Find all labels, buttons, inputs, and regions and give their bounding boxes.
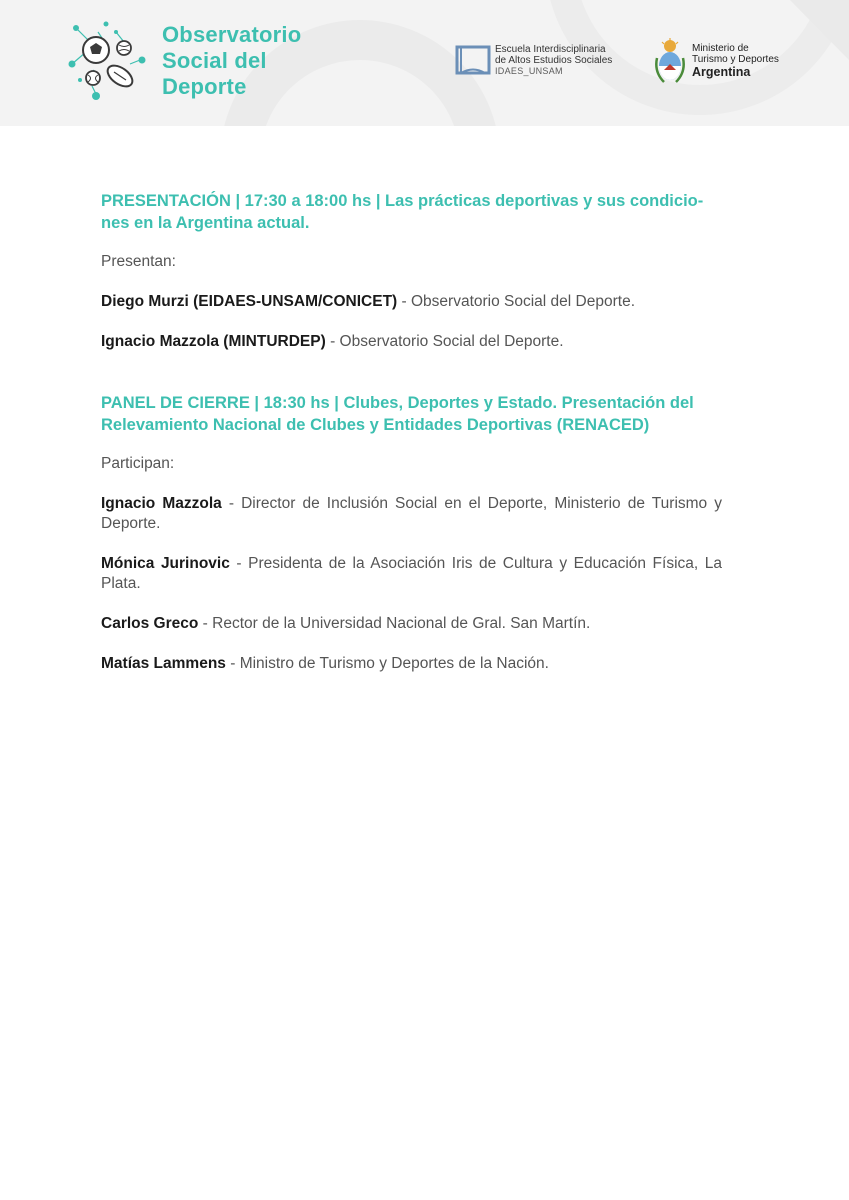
observatorio-logo-text bbox=[162, 22, 301, 100]
argentina-coat-of-arms-icon bbox=[654, 38, 686, 84]
sports-observatory-logo-icon bbox=[66, 20, 150, 102]
speaker-entry bbox=[101, 554, 722, 594]
section-label: Participan: bbox=[101, 455, 175, 472]
heading-line: PANEL DE CIERRE | 18:30 hs | Clubes, Deportes y Estado. Presentación del bbox=[101, 394, 694, 412]
book-icon bbox=[454, 44, 492, 76]
speaker-entry bbox=[101, 614, 722, 634]
ministerio-line: Ministerio de bbox=[692, 43, 749, 54]
speaker-name: Diego Murzi (EIDAES-UNSAM/CONICET) bbox=[101, 293, 398, 310]
heading-line: PRESENTACIÓN | 17:30 a 18:00 hs | Las prácticas deportivas y sus condicio- bbox=[101, 192, 704, 210]
page-header bbox=[0, 0, 849, 126]
speaker-name: Ignacio Mazzola bbox=[101, 495, 222, 512]
idaes-line: IDAES_UNSAM bbox=[495, 66, 563, 76]
ministerio-text bbox=[692, 43, 842, 79]
speaker-entry bbox=[101, 292, 722, 312]
speaker-description: - Observatorio Social del Deporte. bbox=[325, 333, 564, 350]
section-heading bbox=[101, 190, 722, 234]
idaes-line: de Altos Estudios Sociales bbox=[495, 55, 613, 66]
logo-line: Observatorio bbox=[162, 22, 302, 47]
speaker-description: - Director de Inclusión Social en el Deporte, Ministerio de Turismo y Deporte. bbox=[101, 495, 722, 532]
section-heading bbox=[101, 392, 722, 436]
speaker-entry bbox=[101, 332, 722, 352]
program-content bbox=[101, 190, 722, 674]
speaker-description: - Ministro de Turismo y Deportes de la Nación. bbox=[225, 655, 549, 672]
ministerio-country: Argentina bbox=[692, 65, 751, 79]
speaker-entry bbox=[101, 494, 722, 534]
section-label: Presentan: bbox=[101, 253, 176, 270]
ministerio-line: Turismo y Deportes bbox=[692, 54, 779, 65]
logo-line: Deporte bbox=[162, 74, 247, 99]
speaker-description: - Observatorio Social del Deporte. bbox=[397, 293, 635, 310]
speaker-entry bbox=[101, 654, 722, 674]
idaes-line: Escuela Interdisciplinaria bbox=[495, 44, 606, 55]
speaker-description: - Presidenta de la Asociación Iris de Cultura y Educación Física, La Plata. bbox=[101, 555, 722, 592]
heading-line: nes en la Argentina actual. bbox=[101, 214, 310, 232]
speaker-name: Matías Lammens bbox=[101, 655, 226, 672]
logo-line: Social del bbox=[162, 48, 267, 73]
speaker-description: - Rector de la Universidad Nacional de Gral. San Martín. bbox=[198, 615, 591, 632]
speaker-name: Ignacio Mazzola (MINTURDEP) bbox=[101, 333, 326, 350]
speaker-name: Mónica Jurinovic bbox=[101, 555, 230, 572]
heading-line: Relevamiento Nacional de Clubes y Entidades Deportivas (RENACED) bbox=[101, 416, 650, 434]
speaker-name: Carlos Greco bbox=[101, 615, 199, 632]
